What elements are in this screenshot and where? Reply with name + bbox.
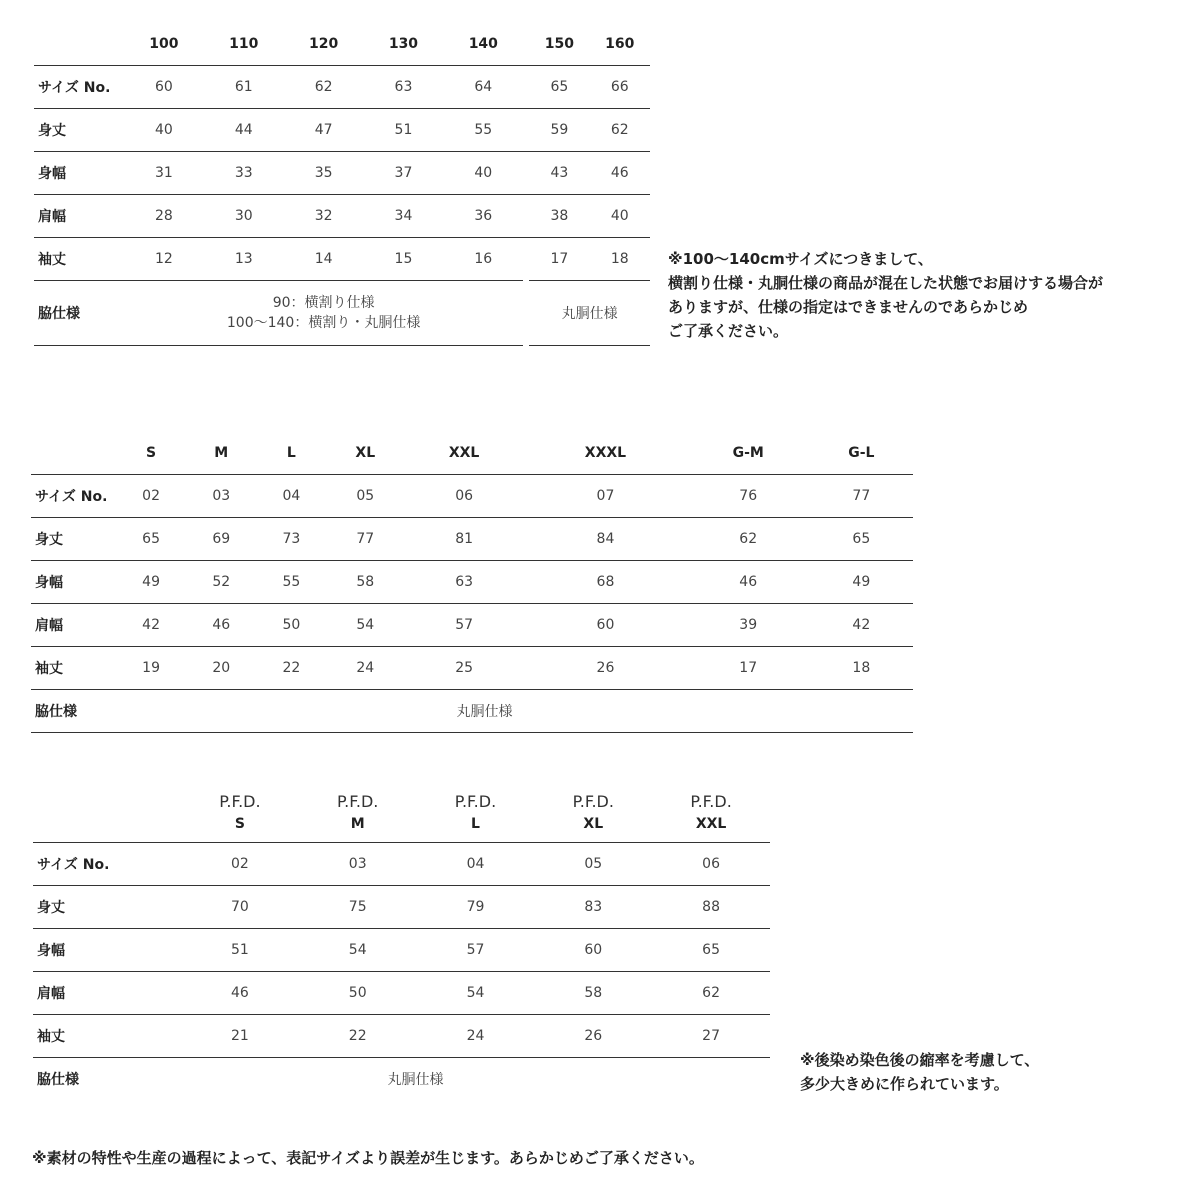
adult-size-table: [31, 431, 913, 733]
cell: 65: [529, 66, 589, 109]
row-label: 脇仕様: [33, 1058, 181, 1101]
cell: 62: [652, 972, 770, 1015]
cell: 65: [652, 929, 770, 972]
side-spec-line: 100〜140：横割り・丸胴仕様: [226, 315, 421, 331]
column-header: [181, 783, 299, 843]
table-row: [34, 109, 650, 152]
cell: 64: [443, 66, 523, 109]
cell: 59: [529, 109, 589, 152]
table-row: [34, 66, 650, 109]
note-line: ※後染め染色後の縮率を考慮して、: [800, 1051, 1040, 1069]
pfd-prefix: P.F.D.: [219, 791, 261, 811]
column-header: 100: [149, 35, 179, 52]
cell: 43: [529, 152, 589, 195]
cell: 60: [534, 929, 652, 972]
cell: 27: [652, 1015, 770, 1058]
kids-note: [668, 247, 1188, 343]
column-header: G-M: [732, 444, 764, 461]
row-label: 身幅: [33, 929, 181, 972]
cell: 49: [810, 561, 913, 604]
cell: 02: [181, 843, 299, 886]
cell: 12: [124, 238, 204, 281]
cell: 05: [326, 475, 404, 518]
cell: 63: [364, 66, 444, 109]
pfd-size-table: [33, 783, 770, 1100]
cell: 55: [256, 561, 326, 604]
cell: 37: [364, 152, 444, 195]
cell: 88: [652, 886, 770, 929]
size-label: M: [350, 815, 365, 832]
cell: 79: [417, 886, 535, 929]
corner-cell: [34, 22, 124, 66]
column-header: XL: [355, 444, 376, 461]
cell: 42: [116, 604, 186, 647]
cell: 30: [204, 195, 284, 238]
column-header: XXL: [448, 444, 480, 461]
cell: 19: [116, 647, 186, 690]
note-line: ご了承ください。: [668, 322, 789, 340]
column-header: 130: [388, 35, 419, 52]
cell: 62: [284, 66, 364, 109]
cell: 28: [124, 195, 204, 238]
corner-cell: [33, 783, 181, 843]
cell: 50: [256, 604, 326, 647]
cell: 65: [116, 518, 186, 561]
cell: 02: [116, 475, 186, 518]
cell: 26: [524, 647, 687, 690]
column-header: M: [214, 444, 229, 461]
cell: 16: [443, 238, 523, 281]
cell: 36: [443, 195, 523, 238]
cell: 18: [590, 238, 650, 281]
side-spec-value: 丸胴仕様: [181, 1058, 770, 1101]
cell: 06: [652, 843, 770, 886]
cell: 35: [284, 152, 364, 195]
column-header: 150: [544, 35, 575, 52]
cell: 13: [204, 238, 284, 281]
note-line: ※100〜140cmサイズにつきまして、: [668, 250, 933, 268]
table-row: [34, 195, 650, 238]
size-label: XL: [583, 815, 604, 832]
cell: 63: [404, 561, 524, 604]
cell: 84: [524, 518, 687, 561]
table-row: [31, 604, 913, 647]
row-label: サイズ No.: [31, 475, 116, 518]
pfd-prefix: P.F.D.: [572, 791, 614, 811]
cell: 54: [417, 972, 535, 1015]
cell: 81: [404, 518, 524, 561]
table-row: [34, 238, 650, 281]
general-note: ※素材の特性や生産の過程によって、表記サイズより誤差が生じます。あらかじめご了承ください。: [32, 1149, 704, 1167]
table-row: [31, 561, 913, 604]
cell: 57: [404, 604, 524, 647]
side-spec-row: [34, 281, 650, 346]
cell: 39: [687, 604, 810, 647]
cell: 17: [687, 647, 810, 690]
pfd-prefix: P.F.D.: [454, 791, 497, 811]
cell: 22: [256, 647, 326, 690]
cell: 62: [590, 109, 650, 152]
cell: 60: [524, 604, 687, 647]
note-line: 横割り仕様・丸胴仕様の商品が混在した状態でお届けする場合が: [668, 274, 1104, 292]
cell: 40: [443, 152, 523, 195]
cell: 68: [524, 561, 687, 604]
row-label: 肩幅: [33, 972, 181, 1015]
side-spec-row: [33, 1058, 770, 1101]
cell: 24: [417, 1015, 535, 1058]
row-label: 身丈: [34, 109, 124, 152]
cell: 46: [181, 972, 299, 1015]
cell: 58: [534, 972, 652, 1015]
cell: 49: [116, 561, 186, 604]
cell: 26: [534, 1015, 652, 1058]
cell: 51: [364, 109, 444, 152]
row-label: 袖丈: [31, 647, 116, 690]
cell: 69: [186, 518, 256, 561]
row-label: 肩幅: [34, 195, 124, 238]
column-header: 110: [229, 35, 259, 52]
row-label: 身丈: [31, 518, 116, 561]
column-header: XXXL: [584, 444, 627, 461]
cell: 05: [534, 843, 652, 886]
table-row: [33, 843, 770, 886]
row-label: 身丈: [33, 886, 181, 929]
row-label: 脇仕様: [31, 690, 116, 733]
cell: 62: [687, 518, 810, 561]
note-line: 多少大きめに作られています。: [800, 1075, 1009, 1093]
cell: 52: [186, 561, 256, 604]
cell: 34: [364, 195, 444, 238]
cell: 40: [124, 109, 204, 152]
side-spec-row: [31, 690, 913, 733]
table-row: [33, 929, 770, 972]
column-header: [299, 783, 417, 843]
cell: 61: [204, 66, 284, 109]
cell: 25: [404, 647, 524, 690]
column-header: L: [286, 444, 296, 461]
side-spec-group-a: [124, 281, 523, 346]
row-label: 身幅: [34, 152, 124, 195]
cell: 47: [284, 109, 364, 152]
pfd-prefix: P.F.D.: [690, 791, 732, 811]
cell: 83: [534, 886, 652, 929]
cell: 46: [687, 561, 810, 604]
cell: 38: [529, 195, 589, 238]
cell: 40: [590, 195, 650, 238]
table-row: [31, 647, 913, 690]
column-header: S: [146, 444, 157, 461]
cell: 21: [181, 1015, 299, 1058]
table-row: [33, 1015, 770, 1058]
row-label: 身幅: [31, 561, 116, 604]
pfd-note: [800, 1048, 1180, 1096]
cell: 73: [256, 518, 326, 561]
size-label: S: [234, 815, 245, 832]
cell: 75: [299, 886, 417, 929]
column-header: G-L: [848, 444, 875, 461]
table-row: [34, 152, 650, 195]
column-header: [534, 783, 652, 843]
cell: 46: [590, 152, 650, 195]
size-label: L: [471, 815, 480, 832]
cell: 50: [299, 972, 417, 1015]
row-label: サイズ No.: [33, 843, 181, 886]
cell: 03: [299, 843, 417, 886]
size-label: XXL: [695, 815, 727, 832]
cell: 54: [299, 929, 417, 972]
row-label: サイズ No.: [34, 66, 124, 109]
cell: 76: [687, 475, 810, 518]
cell: 51: [181, 929, 299, 972]
cell: 60: [124, 66, 204, 109]
column-header: 120: [308, 35, 339, 52]
cell: 58: [326, 561, 404, 604]
side-spec-value: 丸胴仕様: [116, 690, 913, 733]
header-row: [33, 783, 770, 843]
row-label: 袖丈: [33, 1015, 181, 1058]
cell: 46: [186, 604, 256, 647]
cell: 14: [284, 238, 364, 281]
column-header: [417, 783, 535, 843]
kids-size-table: [34, 22, 650, 346]
cell: 70: [181, 886, 299, 929]
column-header: 140: [468, 35, 498, 52]
cell: 06: [404, 475, 524, 518]
table-row: [31, 518, 913, 561]
cell: 15: [364, 238, 444, 281]
header-row: [34, 22, 650, 66]
cell: 22: [299, 1015, 417, 1058]
table-row: [33, 886, 770, 929]
cell: 66: [590, 66, 650, 109]
row-label: 肩幅: [31, 604, 116, 647]
cell: 77: [326, 518, 404, 561]
column-header: [652, 783, 770, 843]
cell: 42: [810, 604, 913, 647]
cell: 03: [186, 475, 256, 518]
cell: 33: [204, 152, 284, 195]
cell: 54: [326, 604, 404, 647]
cell: 04: [417, 843, 535, 886]
cell: 55: [443, 109, 523, 152]
side-spec-group-b: 丸胴仕様: [529, 281, 650, 346]
pfd-prefix: P.F.D.: [337, 791, 379, 811]
column-header: 160: [605, 35, 635, 52]
cell: 77: [810, 475, 913, 518]
cell: 44: [204, 109, 284, 152]
table-row: [31, 475, 913, 518]
row-label: 脇仕様: [34, 281, 124, 346]
cell: 65: [810, 518, 913, 561]
cell: 32: [284, 195, 364, 238]
cell: 17: [529, 238, 589, 281]
cell: 07: [524, 475, 687, 518]
cell: 04: [256, 475, 326, 518]
cell: 57: [417, 929, 535, 972]
note-line: ありますが、仕様の指定はできませんのであらかじめ: [668, 298, 1029, 316]
cell: 31: [124, 152, 204, 195]
corner-cell: [31, 431, 116, 475]
cell: 24: [326, 647, 404, 690]
table-row: [33, 972, 770, 1015]
cell: 20: [186, 647, 256, 690]
header-row: [31, 431, 913, 475]
side-spec-line: 90：横割り仕様: [272, 295, 375, 311]
cell: 18: [810, 647, 913, 690]
row-label: 袖丈: [34, 238, 124, 281]
